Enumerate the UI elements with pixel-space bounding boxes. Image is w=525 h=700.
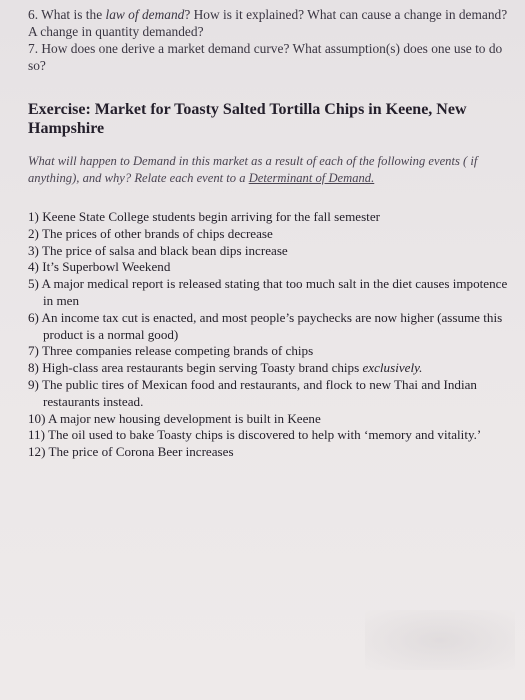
item-text: High-class area restaurants begin serving Toasty brand chips: [42, 360, 363, 376]
item-number: 1): [28, 209, 39, 224]
item-number: 12): [28, 444, 46, 460]
item-text: The oil used to bake Toasty chips is discovered to help with ‘memory and vitality.’: [48, 427, 482, 443]
list-item: [28, 427, 513, 444]
list-item: [28, 226, 513, 243]
question-6-rest: ? How is it explained? What can cause a change in demand? A change in quantity demanded?: [28, 7, 508, 39]
item-text: The prices of other brands of chips decrease: [41, 225, 273, 241]
question-6-prefix: 6. What is the: [28, 7, 106, 22]
list-item: [28, 411, 513, 428]
question-7: 7. How does one derive a market demand curve? What assumption(s) does one use to do so?: [28, 41, 503, 73]
item-emphasis: exclusively.: [362, 360, 423, 376]
list-item: [28, 310, 513, 344]
list-item: [28, 276, 513, 310]
item-number: 9): [28, 376, 39, 392]
determinant-of-demand-text: Determinant of Demand.: [248, 171, 375, 185]
list-item: [28, 360, 513, 377]
list-item: [28, 243, 513, 260]
list-item: [28, 343, 513, 360]
show-through-shadow: [365, 610, 515, 670]
item-number: 4): [28, 259, 39, 275]
item-text: Three companies release competing brands of chips: [41, 343, 314, 359]
item-text: The public tires of Mexican food and restaurants, and flock to new Thai and Indian restaurants instead.: [41, 376, 477, 409]
item-number: 10): [28, 410, 46, 426]
item-text: It’s Superbowl Weekend: [42, 259, 171, 275]
item-text: A major medical report is released stating that too much salt in the diet causes impotence in men: [41, 276, 508, 308]
list-item: [28, 209, 513, 226]
item-number: 7): [28, 343, 39, 359]
item-number: 11): [28, 427, 45, 443]
question-6: [28, 6, 508, 40]
item-number: 2): [28, 225, 39, 241]
review-questions: [28, 6, 508, 74]
exercise-instructions: [28, 153, 518, 187]
item-text: A major new housing development is built in Keene: [48, 410, 321, 426]
item-text: An income tax cut is enacted, and most people’s paychecks are now higher (assume this product is a normal good): [41, 309, 503, 342]
list-item: [28, 259, 513, 276]
exercise-heading: Exercise: Market for Toasty Salted Tortilla Chips in Keene, New Hampshire: [28, 101, 467, 137]
item-number: 3): [28, 242, 39, 258]
item-number: 5): [28, 276, 39, 292]
instructions-text: What will happen to Demand in this market as a result of each of the following events ( if anything), and why? Relate each event to a: [28, 154, 478, 185]
list-item: [28, 444, 513, 461]
question-6-term: law of demand: [105, 7, 185, 22]
list-item: [28, 377, 513, 411]
events-list: [28, 209, 513, 461]
item-text: Keene State College students begin arriving for the fall semester: [42, 209, 380, 224]
item-number: 6): [28, 309, 39, 325]
item-text: The price of Corona Beer increases: [48, 444, 234, 460]
item-text: The price of salsa and black bean dips increase: [41, 242, 288, 258]
item-number: 8): [28, 360, 39, 376]
